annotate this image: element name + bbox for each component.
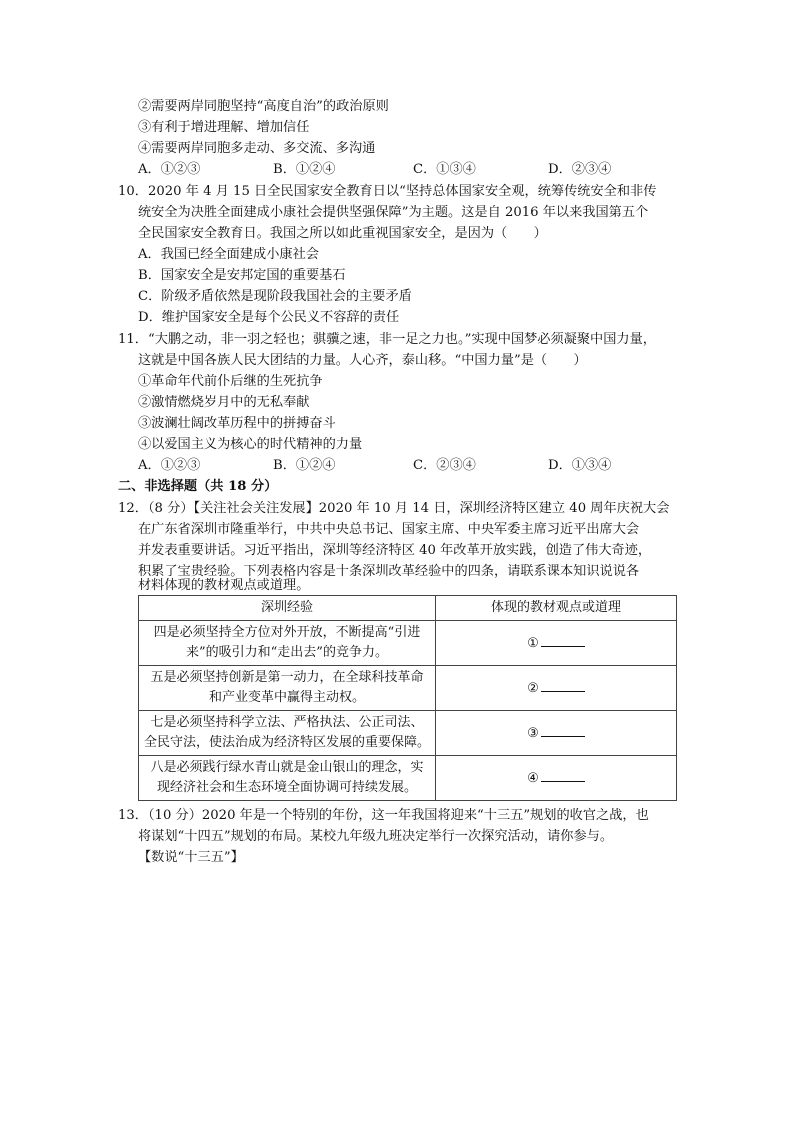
answer-mark: ①	[527, 636, 539, 651]
cell-line: 五是必须坚持创新是第一动力，在全球科技革命	[150, 670, 424, 685]
q11-choices	[138, 456, 678, 476]
choice-c: C．①③④	[413, 162, 476, 177]
option-line: D．维护国家安全是每个公民义不容辞的责任	[138, 310, 400, 325]
answer-blank[interactable]	[541, 767, 585, 782]
question-13-line: 13．（10 分）2020 年是一个特别的年份，这一年我国将迎来“十三五”规划的收官之战，也	[118, 808, 649, 823]
option-line: C．阶级矛盾依然是现阶段我国社会的主要矛盾	[138, 289, 412, 304]
question-12-line: 12．（8 分）【关注社会关注发展】2020 年 10 月 14 日，深圳经济特区建立 40 周年庆祝大会	[118, 501, 670, 516]
question-10-line: 全民国家安全教育日。我国之所以如此重视国家安全，是因为（ ）	[138, 226, 547, 241]
table-cell	[139, 666, 436, 711]
section-title: 二、非选择题（共 18 分）	[118, 479, 278, 494]
answer-blank[interactable]	[541, 677, 585, 692]
question-12-line: 并发表重要讲话。习近平指出，深圳等经济特区 40 年改革开放实践，创造了伟大奇迹，	[138, 543, 652, 558]
answer-cell[interactable]	[436, 621, 677, 666]
cell-line: 现经济社会和生态环境全面协调可持续发展。	[156, 780, 417, 795]
answer-cell[interactable]	[436, 756, 677, 801]
option-line: ③有利于增进理解、增加信任	[138, 120, 310, 135]
table-header: 深圳经验	[139, 596, 436, 621]
option-line: A．我国已经全面建成小康社会	[138, 247, 319, 262]
choice-d: D．①③④	[548, 458, 612, 473]
choice-b: B．①②④	[273, 458, 336, 473]
question-10-line: 统安全为决胜全面建成小康社会提供坚强保障”为主题。这是自 2016 年以来我国第五个	[138, 205, 649, 220]
experience-table	[138, 595, 677, 801]
table-header: 体现的教材观点或道理	[436, 596, 677, 621]
option-line: ③波澜壮阔改革历程中的拼搏奋斗	[138, 416, 336, 431]
answer-cell[interactable]	[436, 711, 677, 756]
q9-choices	[138, 160, 678, 180]
option-line: ④需要两岸同胞多走动、多交流、多沟通	[138, 141, 376, 156]
cell-line: 七是必须坚持科学立法、严格执法、公正司法、	[150, 715, 424, 730]
answer-mark: ②	[527, 681, 539, 696]
subheading: 【数说“十三五”】	[138, 850, 244, 865]
choice-b: B．①②④	[273, 162, 336, 177]
choice-d: D．②③④	[548, 162, 612, 177]
option-line: ②激情燃烧岁月中的无私奉献	[138, 395, 310, 410]
cell-line: 和产业变革中赢得主动权。	[208, 690, 365, 705]
question-12-line: 在广东省深圳市隆重举行，中共中央总书记、国家主席、中央军委主席习近平出席大会	[138, 522, 640, 537]
option-line: ①革命年代前仆后继的生死抗争	[138, 374, 323, 389]
table-row	[139, 666, 677, 711]
cell-line: 四是必须坚持全方位对外开放，不断提高“引进	[153, 625, 421, 640]
option-line: ④以爱国主义为核心的时代精神的力量	[138, 437, 363, 452]
question-11-line: 11．“大鹏之动，非一羽之轻也；骐骥之速，非一足之力也。”实现中国梦必须凝聚中国力量，	[118, 332, 656, 347]
answer-blank[interactable]	[541, 632, 585, 647]
answer-mark: ③	[527, 726, 539, 741]
choice-a: A．①②③	[138, 162, 201, 177]
option-line: ②需要两岸同胞坚持“高度自治”的政治原则	[138, 99, 389, 114]
answer-blank[interactable]	[541, 722, 585, 737]
table-row	[139, 756, 677, 801]
question-12-line: 积累了宝贵经验。下列表格内容是十条深圳改革经验中的四条，请联系课本知识说说各	[138, 564, 640, 579]
question-12-line: 材料体现的教材观点或道理。	[138, 578, 310, 593]
table-cell	[139, 756, 436, 801]
table-row	[139, 711, 677, 756]
table-cell	[139, 621, 436, 666]
cell-line: 全民守法，使法治成为经济特区发展的重要保障。	[143, 735, 430, 750]
question-10-line: 10．2020 年 4 月 15 日全民国家安全教育日以“坚持总体国家安全观，统筹传统安全和非传	[118, 184, 657, 199]
option-line: B．国家安全是安邦定国的重要基石	[138, 268, 346, 283]
answer-cell[interactable]	[436, 666, 677, 711]
table-header-row	[139, 596, 677, 621]
cell-line: 来”的吸引力和“走出去”的竞争力。	[186, 645, 388, 660]
choice-a: A．①②③	[138, 458, 201, 473]
choice-c: C．②③④	[413, 458, 476, 473]
table-cell	[139, 711, 436, 756]
question-11-line: 这就是中国各族人民大团结的力量。人心齐，泰山移。“中国力量”是（ ）	[138, 353, 587, 368]
table-row	[139, 621, 677, 666]
cell-line: 八是必须践行绿水青山就是金山银山的理念，实	[150, 760, 424, 775]
answer-mark: ④	[527, 771, 539, 786]
question-13-line: 将谋划“十四五”规划的布局。某校九年级九班决定举行一次探究活动，请你参与。	[138, 829, 614, 844]
